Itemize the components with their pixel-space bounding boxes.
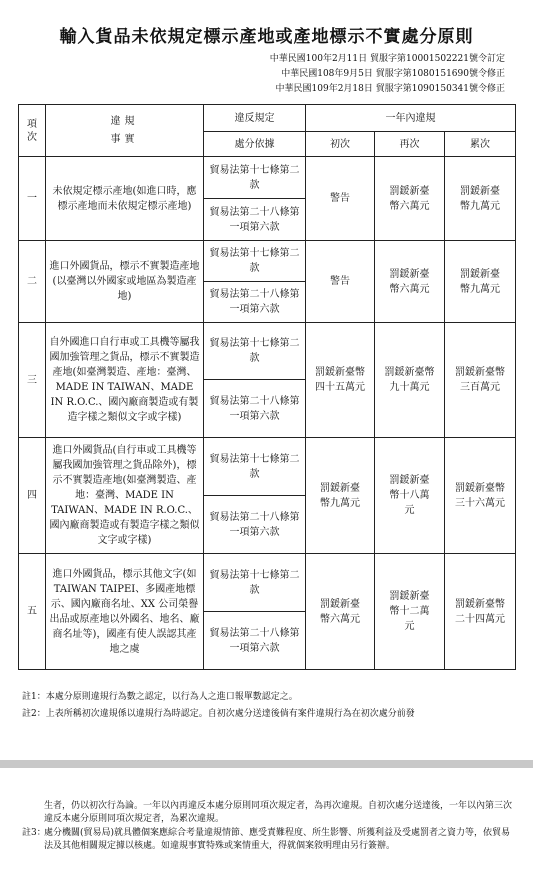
row-penalty-second: 罰鍰新臺幣六萬元 <box>375 157 445 241</box>
page-break-divider <box>0 760 533 768</box>
note-text: 上表所稱初次違規係以違規行為時認定。自初次處分送達後倘有案件違規行為在初次處分前發 <box>45 709 415 719</box>
row-penalty-first: 罰鍰新臺幣四十五萬元 <box>306 323 375 438</box>
row-penalty-first: 警告 <box>306 241 375 323</box>
row-penalty-cumulative: 罰鍰新臺幣三百萬元 <box>445 323 516 438</box>
table-row <box>19 157 516 199</box>
row-number: 一 <box>19 157 46 241</box>
note-text: 本處分原則違規行為數之認定，以行為人之進口報單數認定之。 <box>45 692 298 702</box>
row-number: 二 <box>19 241 46 323</box>
row-law-article: 貿易法第十七條第二款 <box>204 241 306 282</box>
row-law-penalty: 貿易法第二十八條第一項第六款 <box>204 199 306 241</box>
row-number: 五 <box>19 554 46 670</box>
row-penalty-second: 罰鍰新臺幣九十萬元 <box>375 323 445 438</box>
row-penalty-first: 罰鍰新臺幣九萬元 <box>306 438 375 554</box>
penalty-table <box>18 104 516 670</box>
header-basis: 處分依據 <box>204 132 306 157</box>
header-fact: 違規事實 <box>46 105 204 157</box>
row-law-penalty: 貿易法第二十八條第一項第六款 <box>204 380 306 438</box>
document-title: 輸入貨品未依規定標示產地或產地標示不實處分原則 <box>59 27 474 47</box>
note-2 <box>22 706 415 719</box>
table-row <box>19 241 516 282</box>
row-law-article: 貿易法第十七條第二款 <box>204 323 306 380</box>
row-penalty-second: 罰鍰新臺幣十八萬元 <box>375 438 445 554</box>
row-description: 進口外國貨品，標示不實製造產地(以臺灣以外國家或地區為製造產地) <box>46 241 204 323</box>
row-penalty-cumulative: 罰鍰新臺幣九萬元 <box>445 241 516 323</box>
row-law-penalty: 貿易法第二十八條第一項第六款 <box>204 612 306 670</box>
row-penalty-cumulative: 罰鍰新臺幣二十四萬元 <box>445 554 516 670</box>
note-text: 處分機關(貿易局)就具體個案應綜合考量違規情節、應受責難程度、所生影響、所獲利益及受處罰者之資力等，依貿易法及其他相關規定據以核處。如違規事實特殊或案情重大，得就個案敘明理由另行簽辦。 <box>44 828 511 851</box>
note-label: 註2： <box>22 709 46 719</box>
row-penalty-second: 罰鍰新臺幣六萬元 <box>375 241 445 323</box>
header-within-year: 一年內違規 <box>306 105 516 132</box>
promulgation-dates <box>270 52 505 97</box>
note-label: 註1： <box>22 692 46 702</box>
note-2-continued <box>22 800 512 826</box>
row-number: 四 <box>19 438 46 554</box>
header-first: 初次 <box>306 132 375 157</box>
row-description: 進口外國貨品，標示其他文字(如 TAIWAN TAIPEI、多國產地標示、國內廠商名址、XX 公司榮譽出品或原產地以外國名、地名、廠商名址等)，國產有使人誤認其產地之虞 <box>46 554 204 670</box>
table-row <box>19 323 516 380</box>
row-law-article: 貿易法第十七條第二款 <box>204 554 306 612</box>
date-line: 中華民國108年9月5日 貿服字第1080151690號令修正 <box>281 69 505 79</box>
row-description: 自外國進口自行車或工具機等屬我國加強管理之貨品，標示不實製造產地(如臺灣製造、產地：臺灣、MADE IN TAIWAN、MADE IN R.O.C.、國內廠商製造或有製造字樣之類似文字或字樣) <box>46 323 204 438</box>
row-penalty-first: 罰鍰新臺幣六萬元 <box>306 554 375 670</box>
header-violation: 違反規定 <box>204 105 306 132</box>
date-line: 中華民國100年2月11日 貿服字第10001502221號令訂定 <box>269 54 505 64</box>
row-description: 進口外國貨品(自行車或工具機等屬我國加強管理之貨品除外)，標示不實製造產地(如臺灣製造、產地：臺灣、MADE IN TAIWAN、MADE IN R.O.C.、國內廠商製造或有製造字樣之類似文字或字樣) <box>46 438 204 554</box>
row-law-penalty: 貿易法第二十八條第一項第六款 <box>204 496 306 554</box>
row-law-penalty: 貿易法第二十八條第一項第六款 <box>204 282 306 323</box>
table-row <box>19 438 516 496</box>
row-penalty-cumulative: 罰鍰新臺幣九萬元 <box>445 157 516 241</box>
note-label: 註3： <box>22 828 46 838</box>
row-penalty-first: 警告 <box>306 157 375 241</box>
row-description: 未依規定標示產地(如進口時，應標示產地而未依規定標示產地) <box>46 157 204 241</box>
row-penalty-cumulative: 罰鍰新臺幣三十六萬元 <box>445 438 516 554</box>
header-item: 項次 <box>19 105 46 157</box>
date-line: 中華民國109年2月18日 貿服字第1090150341號令修正 <box>275 84 505 94</box>
note-1 <box>22 689 298 702</box>
row-law-article: 貿易法第十七條第二款 <box>204 157 306 199</box>
row-law-article: 貿易法第十七條第二款 <box>204 438 306 496</box>
note-3 <box>22 827 512 853</box>
row-penalty-second: 罰鍰新臺幣十二萬元 <box>375 554 445 670</box>
header-cumulative: 累次 <box>445 132 516 157</box>
header-second: 再次 <box>375 132 445 157</box>
table-row <box>19 554 516 612</box>
row-number: 三 <box>19 323 46 438</box>
note-text: 生者，仍以初次行為論。一年以內再違反本處分原則同項次規定者，為再次違規。自初次處分送達後，一年以內第三次違反本處分原則同項次規定者，為累次違規。 <box>44 801 513 824</box>
